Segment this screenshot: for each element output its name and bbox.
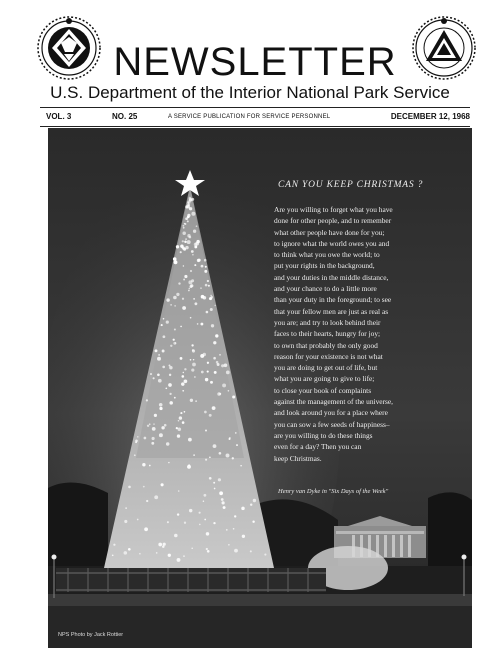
poem-line: reason for your existence is not what bbox=[274, 351, 383, 361]
department-seal-icon bbox=[37, 16, 101, 80]
poem-line: faces to their hearts, hungry for joy; bbox=[274, 329, 381, 339]
issue-date: DECEMBER 12, 1968 bbox=[390, 112, 470, 121]
photo-credit: NPS Photo by Jack Rottier bbox=[58, 632, 124, 638]
service-publication-line: A SERVICE PUBLICATION FOR SERVICE PERSONNEL bbox=[168, 114, 331, 120]
national-park-service-seal-icon bbox=[412, 16, 476, 80]
issue-info-row bbox=[40, 110, 470, 126]
poem-line: that your fellow men are just as real as bbox=[274, 306, 389, 316]
poem-attribution: Henry van Dyke in "Six Days of the Week" bbox=[278, 488, 389, 495]
poem-line: put your rights in the background, bbox=[274, 261, 375, 271]
poem-block bbox=[274, 180, 462, 464]
poem-line: to ignore what the world owes you and bbox=[274, 238, 390, 248]
christmas-tree-photo bbox=[48, 128, 472, 648]
poem-line: what other people have done for you; bbox=[274, 227, 385, 237]
poem-line: what you are going to give to life; bbox=[274, 374, 375, 384]
volume-label: VOL. 3 bbox=[46, 112, 72, 121]
poem-line: you can sow a few seeds of happiness– bbox=[274, 419, 390, 429]
department-subtitle: U.S. Department of the Interior National Park Service bbox=[50, 83, 450, 102]
poem-line: even for a day? Then you can bbox=[274, 442, 362, 452]
poem-line: to think what you owe the world; to bbox=[274, 250, 380, 260]
issue-number: NO. 25 bbox=[112, 112, 138, 121]
poem-line: and your duties in the middle distance, bbox=[274, 272, 389, 282]
poem-line: and look around you for a place where bbox=[274, 408, 388, 418]
poem-line: against the management of the universe, bbox=[274, 397, 394, 407]
newsletter-title: NEWSLETTER bbox=[113, 40, 397, 84]
masthead-rule-bottom bbox=[40, 126, 470, 127]
poem-line: than your duty in the foreground; to see bbox=[274, 295, 392, 305]
poem-line: you are; and try to look behind their bbox=[274, 317, 381, 327]
poem-line: are you willing to do these things bbox=[274, 430, 373, 440]
poem-lines bbox=[274, 204, 462, 464]
masthead bbox=[0, 0, 500, 128]
poem-line: keep Christmas. bbox=[274, 453, 322, 463]
poem-line: done for other people, and to remember bbox=[274, 216, 392, 226]
poem-line: to close your book of complaints bbox=[274, 385, 372, 395]
poem-line: to own that probably the only good bbox=[274, 340, 378, 350]
poem-line: Are you willing to forget what you have bbox=[274, 205, 393, 214]
poem-line: you are doing to get out of life, but bbox=[274, 363, 378, 373]
poem-title: CAN YOU KEEP CHRISTMAS ? bbox=[278, 180, 424, 190]
poem-line: and your chance to do a little more bbox=[274, 284, 377, 294]
masthead-rule-top bbox=[40, 107, 470, 108]
